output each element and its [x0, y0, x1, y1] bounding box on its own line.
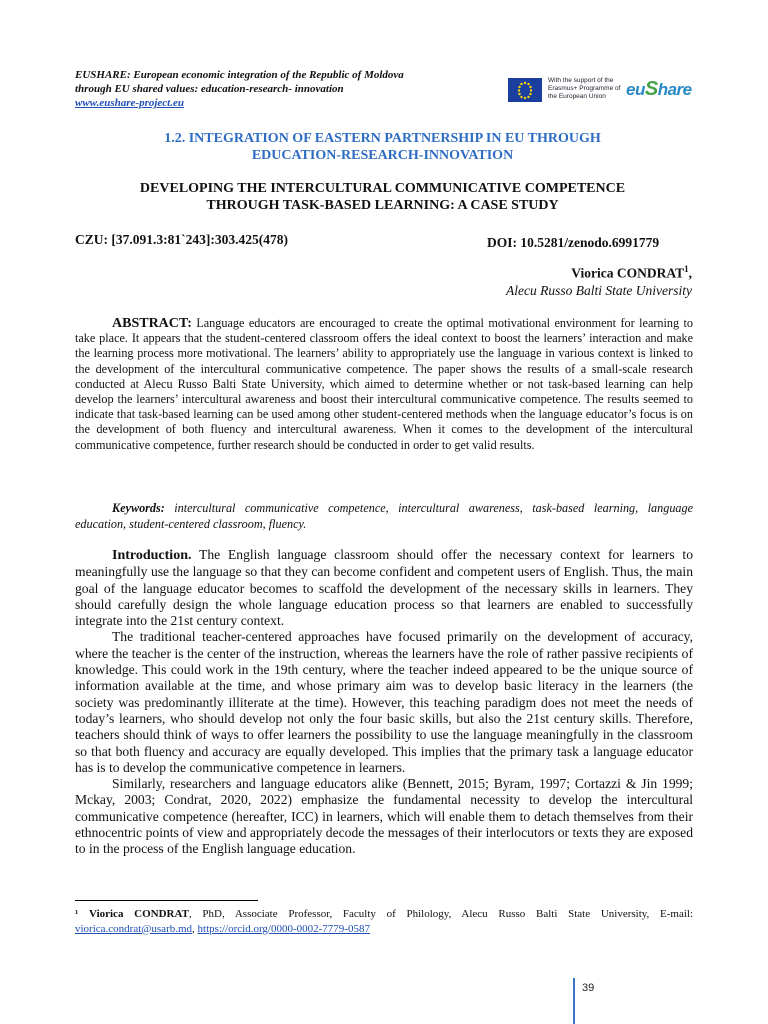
footnote-divider: [75, 900, 258, 901]
author-affiliation: Alecu Russo Balti State University: [506, 283, 692, 298]
doi: DOI: 10.5281/zenodo.6991779: [487, 235, 660, 250]
footnote: ¹ Viorica CONDRAT, PhD, Associate Professor, Faculty of Philology, Alecu Russo Balti State University, E-mail: viorica.condrat@usarb.md, https://orcid.org/0000-0002-7779-0587: [75, 908, 694, 935]
keywords-text: intercultural communicative competence, intercultural awareness, task-based learning, language education, student-centered classroom, fluency.: [75, 501, 694, 531]
eushare-logo-icon: euShare: [626, 78, 692, 100]
paragraph-intro: Introduction. The English language classroom should offer the necessary context for learners to meaningfully use the language so that they can become confident and competent users of English. Thus, the main goal of the language educator becomes to scaffold the development of the necessary skills in learners. They should carefully design the whole language education process so that learners are enabled to successfully integrate into the 21st century context.: [75, 547, 693, 629]
paragraph: The traditional teacher-centered approaches have focused primarily on the development of accuracy, where the teacher is the center of the instruction, whereas the learners have the role of rather passive recipients of knowledge. This could work in the 19th century, where the teacher indeed appeared to be the unique source of information available at the time, and whose primary aim was to develop basic literacy in the learners (the society was predominantly illiterate at the time). However, this teaching paradigm does not meet the needs of today’s learners, who should develop not only the four basic skills, but also the 21st century skills. Therefore, teachers should think of ways to offer learners the possibility to use the language meaningfully in the classroom so that both fluency and accuracy are equally developed. This implies that the primary task a language educator has is to develop the communicative competence in learners.: [75, 629, 693, 775]
introduction-label: Introduction.: [112, 548, 192, 563]
erasmus-eushare-logo: [508, 76, 698, 108]
header-project-line-1: EUSHARE: European economic integration of the Republic of Moldova: [75, 69, 404, 81]
keywords: [75, 500, 693, 532]
abstract: [75, 316, 693, 453]
paragraph: Similarly, researchers and language educators alike (Bennett, 2015; Byram, 1997; Cortazzi & Jin 1999; Mckay, 2003; Condrat, 2020, 2022) emphasize the fundamental necessity to develop the intercultural communicative competence (hereafter, ICC) in learners, which will enable them to detach themselves from their ethnocentric points of view and appropriately decode the messages of their interlocutors or texts they are exposed to in the process of the English language education.: [75, 776, 693, 857]
footnote-author: Viorica CONDRAT: [89, 908, 189, 920]
header-project-line-2: through EU shared values: education-research- innovation: [75, 83, 344, 95]
page-number: 39: [582, 982, 595, 994]
body-text: [75, 547, 693, 858]
keywords-label: Keywords:: [112, 501, 165, 515]
abstract-label: ABSTRACT:: [112, 316, 192, 331]
czu-code: CZU: [37.091.3:81`243]:303.425(478): [75, 232, 288, 247]
orcid-link[interactable]: https://orcid.org/0000-0002-7779-0587: [197, 922, 370, 935]
paper-title: DEVELOPING THE INTERCULTURAL COMMUNICATIVE COMPETENCE THROUGH TASK-BASED LEARNING: A CASE STUDY: [139, 181, 626, 213]
abstract-text: Language educators are encouraged to create the optimal motivational environment for learning to take place. It appears that the student-centered classroom offers the ideal context to boost the learners’ interaction and make the learning process more motivational. The learners’ ability to appropriately use the language in various context is linked to the development of the intercultural communicative competence. The paper shows the results of a small-scale research conducted at Alecu Russo Balti State University, which aimed to determine whether or not task-based learning can help develop the learners’ intercultural awareness and boost their intercultural communicative competence. The results seemed to indicate that task-based learning can be used among other student-centered methods when the language educator’s focus is on the development of both fluency and intercultural awareness. When it comes to the development of the intercultural communicative competence, further research should be conducted in order to get valid results.: [75, 316, 694, 452]
eu-flag-icon: [508, 78, 542, 102]
page-header: [75, 68, 505, 110]
author-email-link[interactable]: viorica.condrat@usarb.md: [75, 922, 193, 935]
erasmus-support-text: With the support of the Erasmus+ Programme of the European Union: [548, 77, 621, 100]
section-heading: 1.2. INTEGRATION OF EASTERN PARTNERSHIP IN EU THROUGH EDUCATION-RESEARCH-INNOVATION: [164, 131, 601, 163]
project-website-link[interactable]: www.eushare-project.eu: [75, 97, 184, 109]
author-name: Viorica CONDRAT$^1$,: [571, 264, 692, 281]
page-number-bar: [573, 978, 575, 1024]
